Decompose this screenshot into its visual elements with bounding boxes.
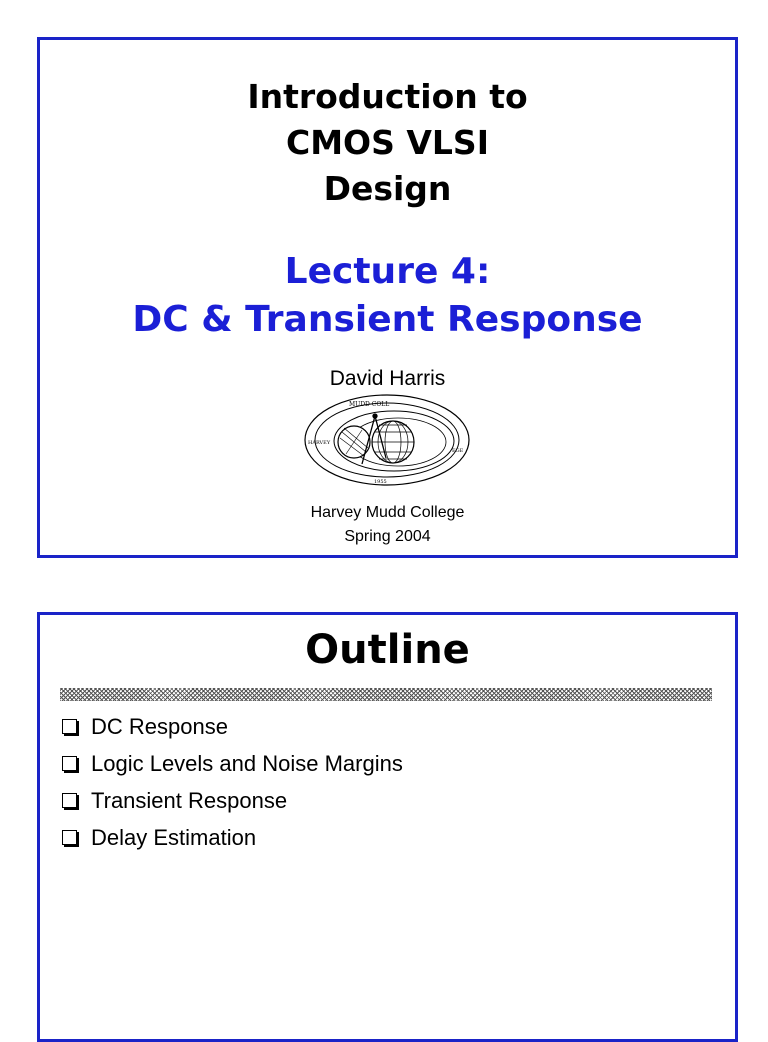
- list-item-label: Transient Response: [91, 787, 288, 813]
- list-item: [60, 708, 403, 745]
- course-title: [40, 74, 735, 212]
- list-item: [60, 819, 403, 856]
- seal-right-text: EGE: [452, 448, 464, 454]
- lecture-title-line-2: DC & Transient Response: [132, 299, 643, 340]
- course-title-line-2: CMOS VLSI: [286, 123, 489, 162]
- checkbox-bullet-icon: [62, 756, 77, 771]
- list-item: [60, 782, 403, 819]
- institution-name: Harvey Mudd College: [310, 504, 465, 521]
- list-item-label: DC Response: [91, 713, 228, 739]
- list-item-label: Delay Estimation: [91, 824, 257, 850]
- affiliation: [40, 501, 735, 549]
- outline-list: [60, 708, 403, 856]
- checkbox-bullet-icon: [62, 719, 77, 734]
- lecture-title-line-1: Lecture 4:: [284, 251, 491, 292]
- hatched-divider: [60, 688, 712, 701]
- outline-title: Outline: [305, 627, 470, 673]
- lecture-title: [40, 248, 735, 344]
- seal-top-text: MUDD COLL: [349, 401, 390, 408]
- course-title-line-1: Introduction to: [247, 77, 528, 116]
- course-title-line-3: Design: [323, 169, 452, 208]
- checkbox-bullet-icon: [62, 793, 77, 808]
- college-seal-logo: [302, 392, 472, 488]
- list-item-label: Logic Levels and Noise Margins: [91, 750, 403, 776]
- seal-left-text: HARVEY: [308, 440, 331, 446]
- outline-slide: [37, 612, 738, 1042]
- seal-year-text: 1955: [374, 479, 387, 485]
- author-name: David Harris: [329, 367, 446, 390]
- term-label: Spring 2004: [344, 528, 431, 545]
- title-slide: [37, 37, 738, 558]
- checkbox-bullet-icon: [62, 830, 77, 845]
- list-item: [60, 745, 403, 782]
